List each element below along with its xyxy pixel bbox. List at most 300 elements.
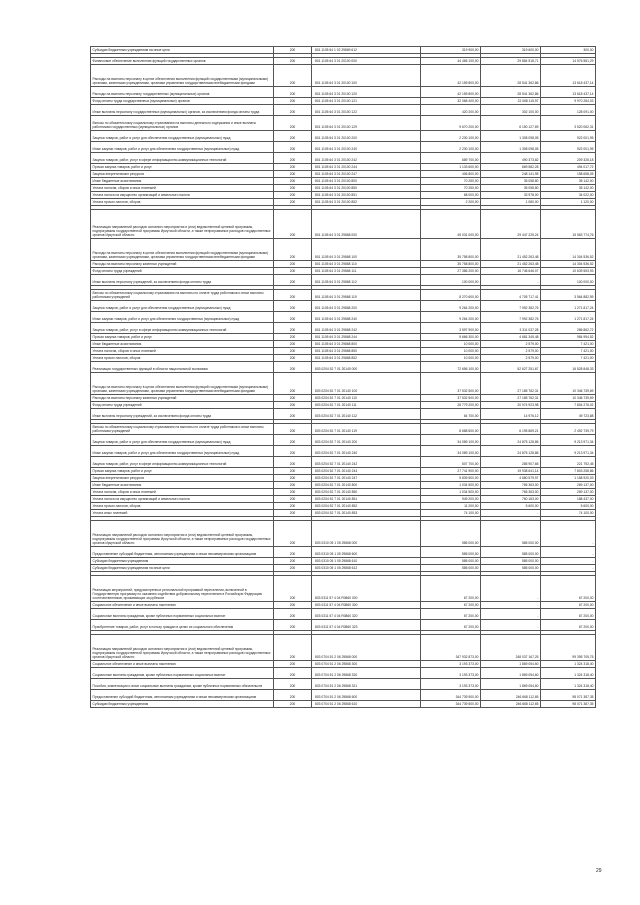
table-row	[91, 609, 596, 620]
budget-code-cell: 803 0204 52 7 01 20140 242	[312, 457, 421, 468]
line-code-cell: 200	[274, 348, 312, 355]
table-row	[91, 635, 596, 661]
unexecuted-amount-cell: 984 954,52	[541, 334, 596, 341]
budget-code-cell: 801 1105 64 3 01 29868 240	[312, 312, 421, 323]
unexecuted-amount-cell: -	[541, 547, 596, 558]
expense-name-cell: Реализация мероприятий, предусмотренных региональной программой переселения, включенной в Государственную программу по оказанию содействия добровольному переселению в Российскую Федерацию соотечественников, проживающих за рубежом	[91, 576, 274, 602]
approved-amount-cell: 9 264 200,00	[421, 312, 481, 323]
expense-name-cell: Расходы на выплаты персоналу в целях обеспечения выполнения функций государственными (муниципальными) органами, казенными учреждениями, органами управления государственными внебюджетными фондами	[91, 373, 274, 395]
approved-amount-cell: 585 000,00	[421, 547, 481, 558]
approved-amount-cell: 67 200,00	[421, 609, 481, 620]
unexecuted-amount-cell: 98 071 387,35	[541, 701, 596, 708]
line-code-cell: 200	[274, 334, 312, 341]
expense-name-cell: Реализация направлений расходов основного мероприятия и (или) ведомственной целевой программы, подпрограммы государственной программы Иркутской области, а также непрограммных расходов государственных органов Иркутской области	[91, 521, 274, 547]
table-row	[91, 334, 596, 341]
expense-name-cell: Расходы на выплаты персоналу в целях обеспечения выполнения функций государственными (муниципальными) органами, казенными учреждениями, органами управления государственными внебюджетными фондами	[91, 65, 274, 87]
expense-name-cell: Субсидии бюджетным учреждениям	[91, 558, 274, 565]
table-row	[91, 679, 596, 690]
approved-amount-cell: 5 666 300,00	[421, 334, 481, 341]
executed-amount-cell: 765 363,00	[481, 489, 541, 496]
approved-amount-cell: 1 133 600,00	[421, 164, 481, 171]
table-row	[91, 565, 596, 572]
budget-code-cell: 801 1105 64 3 01 20100 100	[312, 65, 421, 87]
approved-amount-cell: 344 739 500,00	[421, 690, 481, 701]
unexecuted-amount-cell: 16 528 848,33	[541, 362, 596, 373]
unexecuted-amount-cell: 3 564 882,59	[541, 290, 596, 301]
executed-amount-cell: -	[481, 576, 541, 602]
line-code-cell: 200	[274, 521, 312, 547]
line-code-cell: 200	[274, 620, 312, 631]
budget-code-cell: 801 1105 64 3 01 20100 240	[312, 142, 421, 153]
executed-amount-cell: 6 195 869,21	[481, 424, 541, 435]
table-row	[91, 576, 596, 602]
expense-name-cell: Уплата налогов, сборов и иных платежей	[91, 348, 274, 355]
table-row	[91, 131, 596, 142]
expense-name-cell: Реализация направлений расходов основного мероприятия и (или) ведомственной целевой программы, подпрограммы государственной программы Иркутской области, а также непрограммных расходов государственных органов Иркутской области	[91, 210, 274, 239]
executed-amount-cell: 27 185 762,31	[481, 395, 541, 402]
approved-amount-cell: 35 758 800,00	[421, 261, 481, 268]
budget-code-cell: 803 0204 52 7 01 20140 100	[312, 373, 421, 395]
line-code-cell: 200	[274, 355, 312, 362]
line-code-cell: 200	[274, 171, 312, 178]
expense-name-cell: Закупка товаров, работ и услуг для обеспечения государственных (муниципальных) нужд	[91, 435, 274, 446]
approved-amount-cell: 72 656 100,00	[421, 362, 481, 373]
budget-code-cell: 801 1105 64 3 01 20100 120	[312, 87, 421, 98]
expense-name-cell: Иные выплаты персоналу учреждений, за исключением фонда оплаты труда	[91, 409, 274, 420]
unexecuted-amount-cell: 35 142,00	[541, 178, 596, 185]
unexecuted-amount-cell: 10 346 739,69	[541, 373, 596, 395]
table-row	[91, 178, 596, 185]
line-code-cell: 200	[274, 679, 312, 690]
unexecuted-amount-cell: 99 395 705,75	[541, 635, 596, 661]
line-code-cell: 200	[274, 261, 312, 268]
table-row	[91, 668, 596, 679]
line-code-cell: 200	[274, 510, 312, 517]
budget-code-cell: 803 0704 51 2 06 29868 610	[312, 701, 421, 708]
unexecuted-amount-cell: 100 000,00	[541, 275, 596, 286]
line-code-cell: 200	[274, 192, 312, 199]
expense-name-cell: Уплата прочих налогов, сборов	[91, 355, 274, 362]
approved-amount-cell: 585 000,00	[421, 565, 481, 572]
expense-name-cell: Расходы на выплаты персоналу в целях обеспечения выполнения функций государственными (муниципальными) органами, казенными учреждениями, органами управления государственными внебюджетными фондами	[91, 239, 274, 261]
table-row	[91, 395, 596, 402]
table-row	[91, 661, 596, 668]
budget-code-cell: 803 0311 57 4 04 R0860 300	[312, 602, 421, 609]
budget-code-cell: 803 0204 52 7 01 20140 853	[312, 510, 421, 517]
executed-amount-cell: 24 875 128,86	[481, 446, 541, 457]
executed-amount-cell: 2 579,00	[481, 355, 541, 362]
table-row	[91, 457, 596, 468]
executed-amount-cell: 1 308 098,05	[481, 142, 541, 153]
budget-code-cell: 803 0310 05 1 05 29868 610	[312, 558, 421, 565]
unexecuted-amount-cell: 158 658,05	[541, 171, 596, 178]
unexecuted-amount-cell: 98 071 387,35	[541, 690, 596, 701]
table-row	[91, 171, 596, 178]
executed-amount-cell: 302 100,00	[481, 105, 541, 116]
budget-code-cell: 801 1105 64 3 01 20100 129	[312, 116, 421, 131]
line-code-cell: 200	[274, 661, 312, 668]
line-code-cell: 200	[274, 576, 312, 602]
line-code-cell: 200	[274, 690, 312, 701]
line-code-cell: 200	[274, 475, 312, 482]
budget-code-cell: 803 0204 52 7 01 20140 112	[312, 409, 421, 420]
approved-amount-cell: 689 700,00	[421, 153, 481, 164]
budget-code-cell: 803 0204 52 7 01 20140 111	[312, 402, 421, 409]
expense-name-cell: Финансовое обеспечение выполнения функций государственных органов	[91, 58, 274, 65]
line-code-cell: 200	[274, 98, 312, 105]
line-code-cell: 200	[274, 116, 312, 131]
budget-code-cell: 801 1105 64 3 01 29868 111	[312, 268, 421, 275]
approved-amount-cell: 37 532 500,00	[421, 395, 481, 402]
approved-amount-cell: 34 089 100,00	[421, 446, 481, 457]
executed-amount-cell: 35 058,80	[481, 178, 541, 185]
line-code-cell: 200	[274, 701, 312, 708]
approved-amount-cell: 9 670 200,00	[421, 116, 481, 131]
unexecuted-amount-cell: 922 001,95	[541, 131, 596, 142]
line-code-cell: 200	[274, 323, 312, 334]
executed-amount-cell: 1 869 054,60	[481, 668, 541, 679]
expense-name-cell: Уплата прочих налогов, сборов	[91, 503, 274, 510]
table-row	[91, 58, 596, 65]
unexecuted-amount-cell: 269 137,00	[541, 489, 596, 496]
budget-code-cell: 803 0204 52 7 01 20140 200	[312, 435, 421, 446]
budget-code-cell: 801 1105 64 3 01 29868 000	[312, 210, 421, 239]
executed-amount-cell: 29 447 225,24	[481, 210, 541, 239]
expense-name-cell: Социальные выплаты гражданам, кроме публичных нормативных социальных выплат	[91, 668, 274, 679]
executed-amount-cell: 4 681 345,48	[481, 334, 541, 341]
table-row	[91, 496, 596, 503]
table-row	[91, 489, 596, 496]
expense-name-cell: Субсидии бюджетным учреждениям на иные цели	[91, 47, 274, 54]
line-code-cell: 200	[274, 409, 312, 420]
unexecuted-amount-cell: 221 792,45	[541, 457, 596, 468]
approved-amount-cell: 70 250,00	[421, 185, 481, 192]
budget-code-cell: 801 1105 64 3 01 20100 850	[312, 185, 421, 192]
approved-amount-cell: 100 000,00	[421, 275, 481, 286]
unexecuted-amount-cell: 209 326,18	[541, 153, 596, 164]
approved-amount-cell: 3 597 900,00	[421, 323, 481, 334]
line-code-cell: 200	[274, 210, 312, 239]
executed-amount-cell: -	[481, 609, 541, 620]
table-row	[91, 475, 596, 482]
approved-amount-cell: 10 000,00	[421, 348, 481, 355]
table-row	[91, 373, 596, 395]
executed-amount-cell: -	[481, 602, 541, 609]
table-row	[91, 348, 596, 355]
line-code-cell: 200	[274, 457, 312, 468]
approved-amount-cell: 1 034 500,00	[421, 482, 481, 489]
approved-amount-cell: 67 200,00	[421, 576, 481, 602]
expense-name-cell: Социальное обеспечение и иные выплаты населению	[91, 661, 274, 668]
unexecuted-amount-cell: 300,00	[541, 47, 596, 54]
executed-amount-cell: -	[481, 275, 541, 286]
budget-code-cell: 803 0704 51 2 06 29868 300	[312, 661, 421, 668]
expense-name-cell: Реализация государственных функций в области национальной экономики	[91, 362, 274, 373]
budget-code-cell: 801 1105 64 3 01 20100 000	[312, 58, 421, 65]
expense-name-cell: Взносы по обязательному социальному страхованию на выплаты денежного содержания и иные выплаты работникам государственных (муниципальных) органов	[91, 116, 274, 131]
table-row	[91, 47, 596, 54]
executed-amount-cell: 585 000,00	[481, 565, 541, 572]
table-row	[91, 521, 596, 547]
unexecuted-amount-cell: 9 970 284,03	[541, 98, 596, 105]
executed-amount-cell: 765 363,00	[481, 482, 541, 489]
approved-amount-cell: 34 089 100,00	[421, 435, 481, 446]
executed-amount-cell: 585 000,00	[481, 521, 541, 547]
expense-name-cell: Закупка товаров, работ, услуг в сфере информационно-коммуникационных технологий	[91, 323, 274, 334]
approved-amount-cell: 3 193 373,00	[421, 661, 481, 668]
budget-code-cell: 803 0204 52 7 01 20140 800	[312, 482, 421, 489]
unexecuted-amount-cell: 7 804 276,02	[541, 402, 596, 409]
approved-amount-cell: 2 230 100,00	[421, 131, 481, 142]
unexecuted-amount-cell: 10 639 553,93	[541, 268, 596, 275]
approved-amount-cell: 8 688 600,00	[421, 424, 481, 435]
unexecuted-amount-cell: 9 213 971,34	[541, 435, 596, 446]
unexecuted-amount-cell: 34 022,00	[541, 192, 596, 199]
unexecuted-amount-cell: 67 200,00	[541, 602, 596, 609]
expense-name-cell: Уплата налога на имущество организаций и земельного налога	[91, 192, 274, 199]
expense-name-cell: Расходы на выплаты персоналу государственных (муниципальных) органов	[91, 87, 274, 98]
line-code-cell: 200	[274, 239, 312, 261]
approved-amount-cell: 507 700,00	[421, 457, 481, 468]
executed-amount-cell: -	[481, 510, 541, 517]
budget-code-cell: 801 1105 64 3 01 20100 247	[312, 171, 421, 178]
unexecuted-amount-cell: 1 120,00	[541, 199, 596, 206]
budget-code-cell: 803 0204 52 7 01 20140 247	[312, 475, 421, 482]
table-row	[91, 424, 596, 435]
unexecuted-amount-cell: 13 618 437,14	[541, 87, 596, 98]
budget-code-cell: 803 0204 52 7 01 20140 240	[312, 446, 421, 457]
budget-code-cell: 801 1105 64 3 01 29868 800	[312, 341, 421, 348]
table-row	[91, 558, 596, 565]
executed-amount-cell: 248 037 167,25	[481, 635, 541, 661]
unexecuted-amount-cell: 49 723,88	[541, 409, 596, 420]
line-code-cell: 200	[274, 290, 312, 301]
unexecuted-amount-cell: 1 271 817,24	[541, 312, 596, 323]
unexecuted-amount-cell: -	[541, 565, 596, 572]
table-row	[91, 482, 596, 489]
expense-name-cell: Взносы по обязательному социальному страхованию на выплаты по оплате труда работников и иные выплаты работникам учреждений	[91, 424, 274, 435]
table-row	[91, 87, 596, 98]
line-code-cell: 200	[274, 341, 312, 348]
executed-amount-cell: 760 163,00	[481, 496, 541, 503]
table-row	[91, 301, 596, 312]
executed-amount-cell: 490 373,82	[481, 153, 541, 164]
approved-amount-cell: 74 100,00	[421, 510, 481, 517]
expense-name-cell: Уплата налогов, сборов и иных платежей	[91, 185, 274, 192]
budget-code-cell: 803 0310 05 1 05 29868 600	[312, 547, 421, 558]
unexecuted-amount-cell: 74 100,00	[541, 510, 596, 517]
line-code-cell: 200	[274, 468, 312, 475]
line-code-cell: 200	[274, 58, 312, 65]
expense-name-cell: Прочая закупка товаров, работ и услуг	[91, 468, 274, 475]
approved-amount-cell: 70 250,00	[421, 178, 481, 185]
budget-code-cell: 803 0704 51 2 06 29868 000	[312, 635, 421, 661]
table-row	[91, 239, 596, 261]
budget-code-cell: 801 1105 64 3 01 20100 244	[312, 164, 421, 171]
budget-code-cell: 803 0204 52 7 01 20140 110	[312, 395, 421, 402]
executed-amount-cell: 14 976,12	[481, 409, 541, 420]
budget-code-cell: 801 1105 64 3 01 29868 852	[312, 355, 421, 362]
table-row	[91, 341, 596, 348]
approved-amount-cell: 64 700,00	[421, 409, 481, 420]
table-row	[91, 701, 596, 708]
executed-amount-cell: 285 907,65	[481, 457, 541, 468]
expense-name-cell: Фонд оплаты труда учреждений	[91, 268, 274, 275]
unexecuted-amount-cell: -	[541, 558, 596, 565]
expense-name-cell: Иные закупки товаров, работ и услуг для обеспечения государственных (муниципальных) нужд	[91, 142, 274, 153]
executed-amount-cell: 4 705 717,41	[481, 290, 541, 301]
line-code-cell: 200	[274, 558, 312, 565]
line-code-cell: 200	[274, 268, 312, 275]
unexecuted-amount-cell: 494 017,72	[541, 164, 596, 171]
line-code-cell: 200	[274, 395, 312, 402]
table-row	[91, 199, 596, 206]
expense-name-cell: Иные выплаты персоналу учреждений, за исключением фонда оплаты труда	[91, 275, 274, 286]
approved-amount-cell: 10 000,00	[421, 355, 481, 362]
expense-name-cell: Уплата налога на имущество организаций и земельного налога	[91, 496, 274, 503]
budget-code-cell: 803 0704 51 2 06 29868 600	[312, 690, 421, 701]
line-code-cell: 200	[274, 142, 312, 153]
line-code-cell: 200	[274, 565, 312, 572]
approved-amount-cell: 420 200,00	[421, 105, 481, 116]
table-row	[91, 690, 596, 701]
unexecuted-amount-cell: 922 001,95	[541, 142, 596, 153]
budget-code-cell: 801 1105 64 3 01 29868 244	[312, 334, 421, 341]
unexecuted-amount-cell: 1 324 318,40	[541, 679, 596, 690]
expense-name-cell: Иные закупки товаров, работ и услуг для обеспечения государственных (муниципальных) нужд	[91, 312, 274, 323]
expense-name-cell: Закупка товаров, работ и услуг для обеспечения государственных (муниципальных) нужд	[91, 301, 274, 312]
approved-amount-cell: 32 068 400,00	[421, 98, 481, 105]
expense-name-cell: Приобретение товаров, работ, услуг в пользу граждан в целях их социального обеспечения	[91, 620, 274, 631]
table-row	[91, 164, 596, 171]
line-code-cell: 200	[274, 446, 312, 457]
approved-amount-cell: 319 900,00	[421, 47, 481, 54]
table-row	[91, 323, 596, 334]
expense-name-cell: Иные закупки товаров, работ и услуг для обеспечения государственных (муниципальных) нужд	[91, 446, 274, 457]
line-code-cell: 200	[274, 609, 312, 620]
expense-name-cell: Уплата иных платежей	[91, 510, 274, 517]
table-row	[91, 192, 596, 199]
budget-code-cell: 801 1105 64 3 01 29868 119	[312, 290, 421, 301]
executed-amount-cell: 21 452 263,48	[481, 261, 541, 268]
approved-amount-cell: 406 800,00	[421, 171, 481, 178]
expense-name-cell: Уплата прочих налогов, сборов	[91, 199, 274, 206]
line-code-cell: 200	[274, 635, 312, 661]
approved-amount-cell: 9 264 200,00	[421, 301, 481, 312]
expense-name-cell: Фонд оплаты труда государственных (муниципальных) органов	[91, 98, 274, 105]
executed-amount-cell: 4 680 579,97	[481, 475, 541, 482]
line-code-cell: 200	[274, 312, 312, 323]
unexecuted-amount-cell: 15 563 774,76	[541, 210, 596, 239]
approved-amount-cell: 949 200,00	[421, 496, 481, 503]
expense-name-cell: Закупка товаров, работ, услуг в сфере информационно-коммуникационных технологий	[91, 457, 274, 468]
executed-amount-cell: 1 869 054,60	[481, 679, 541, 690]
approved-amount-cell: 5 839 500,00	[421, 475, 481, 482]
approved-amount-cell: 42 159 800,00	[421, 87, 481, 98]
table-row	[91, 402, 596, 409]
unexecuted-amount-cell: 3 520 062,31	[541, 116, 596, 131]
approved-amount-cell: 347 932 873,00	[421, 635, 481, 661]
table-row	[91, 435, 596, 446]
budget-execution-table	[90, 46, 595, 708]
table-row	[91, 98, 596, 105]
expense-name-cell: Социальные выплаты гражданам, кроме публичных нормативных социальных выплат	[91, 609, 274, 620]
unexecuted-amount-cell: 7 803 258,86	[541, 468, 596, 475]
expense-name-cell: Закупка товаров, работ и услуг для обеспечения государственных (муниципальных) нужд	[91, 131, 274, 142]
approved-amount-cell: 2 230 100,00	[421, 142, 481, 153]
approved-amount-cell: 585 000,00	[421, 558, 481, 565]
line-code-cell: 200	[274, 199, 312, 206]
executed-amount-cell: 20 974 923,98	[481, 402, 541, 409]
executed-amount-cell: 6 150 127,69	[481, 116, 541, 131]
table-row	[91, 510, 596, 517]
executed-amount-cell: 1 080,00	[481, 199, 541, 206]
expense-name-cell: Взносы по обязательному социальному страхованию на выплаты по оплате труда работников и иные выплаты работникам учреждений	[91, 290, 274, 301]
budget-code-cell: 801 1105 64 3 01 29868 110	[312, 261, 421, 268]
table-row	[91, 275, 596, 286]
executed-amount-cell: 319 600,00	[481, 47, 541, 54]
executed-amount-cell: 248 141,95	[481, 171, 541, 178]
table-row	[91, 261, 596, 268]
executed-amount-cell: 246 668 112,65	[481, 690, 541, 701]
approved-amount-cell: 27 386 200,00	[421, 268, 481, 275]
unexecuted-amount-cell: 35 142,00	[541, 185, 596, 192]
budget-code-cell: 803 0311 57 4 04 R0860 323	[312, 620, 421, 631]
executed-amount-cell: 33 978,00	[481, 192, 541, 199]
line-code-cell: 200	[274, 275, 312, 286]
approved-amount-cell: 3 193 373,00	[421, 668, 481, 679]
approved-amount-cell: 11 200,00	[421, 503, 481, 510]
executed-amount-cell: 1 308 098,05	[481, 131, 541, 142]
unexecuted-amount-cell: 10 346 739,69	[541, 395, 596, 402]
budget-code-cell: 803 0204 52 7 01 20140 000	[312, 362, 421, 373]
budget-code-cell: 801 1105 64 3 01 29868 112	[312, 275, 421, 286]
approved-amount-cell: 42 159 800,00	[421, 65, 481, 87]
expense-name-cell: Субсидии бюджетным учреждениям	[91, 701, 274, 708]
expense-name-cell: Уплата налогов, сборов и иных платежей	[91, 489, 274, 496]
unexecuted-amount-cell: 67 200,00	[541, 609, 596, 620]
budget-code-cell: 803 0310 05 1 05 29868 000	[312, 521, 421, 547]
unexecuted-amount-cell: 13 618 437,14	[541, 65, 596, 87]
budget-code-cell: 801 1105 64 3 01 20100 800	[312, 178, 421, 185]
approved-amount-cell: 8 270 600,00	[421, 290, 481, 301]
executed-amount-cell: 669 582,28	[481, 164, 541, 171]
expense-name-cell: Социальное обеспечение и иные выплаты населению	[91, 602, 274, 609]
budget-code-cell: 803 0204 52 7 01 20140 850	[312, 489, 421, 496]
expense-name-cell: Предоставление субсидий бюджетным, автономным учреждениям и иным некоммерческим организациям	[91, 547, 274, 558]
line-code-cell: 200	[274, 185, 312, 192]
budget-code-cell: 801 1105 64 3 01 20100 852	[312, 199, 421, 206]
table-row	[91, 409, 596, 420]
expense-name-cell: Субсидии бюджетным учреждениям на иные цели	[91, 565, 274, 572]
line-code-cell: 200	[274, 373, 312, 395]
expense-name-cell: Фонд оплаты труда учреждений	[91, 402, 274, 409]
approved-amount-cell: 3 193 373,00	[421, 679, 481, 690]
approved-amount-cell: 27 741 900,00	[421, 468, 481, 475]
table-row	[91, 185, 596, 192]
table-row	[91, 312, 596, 323]
expense-name-cell: Реализация направлений расходов основного мероприятия и (или) ведомственной целевой программы, подпрограммы государственной программы Иркутской области, а также непрограммных расходов государственных органов Иркутской области	[91, 635, 274, 661]
line-code-cell: 200	[274, 402, 312, 409]
expense-name-cell: Иные бюджетные ассигнования	[91, 482, 274, 489]
table-row	[91, 503, 596, 510]
unexecuted-amount-cell: 7 421,00	[541, 348, 596, 355]
executed-amount-cell: -	[481, 620, 541, 631]
expense-name-cell: Иные бюджетные ассигнования	[91, 178, 274, 185]
unexecuted-amount-cell: 14 304 536,52	[541, 239, 596, 261]
line-code-cell: 200	[274, 178, 312, 185]
line-code-cell: 200	[274, 87, 312, 98]
